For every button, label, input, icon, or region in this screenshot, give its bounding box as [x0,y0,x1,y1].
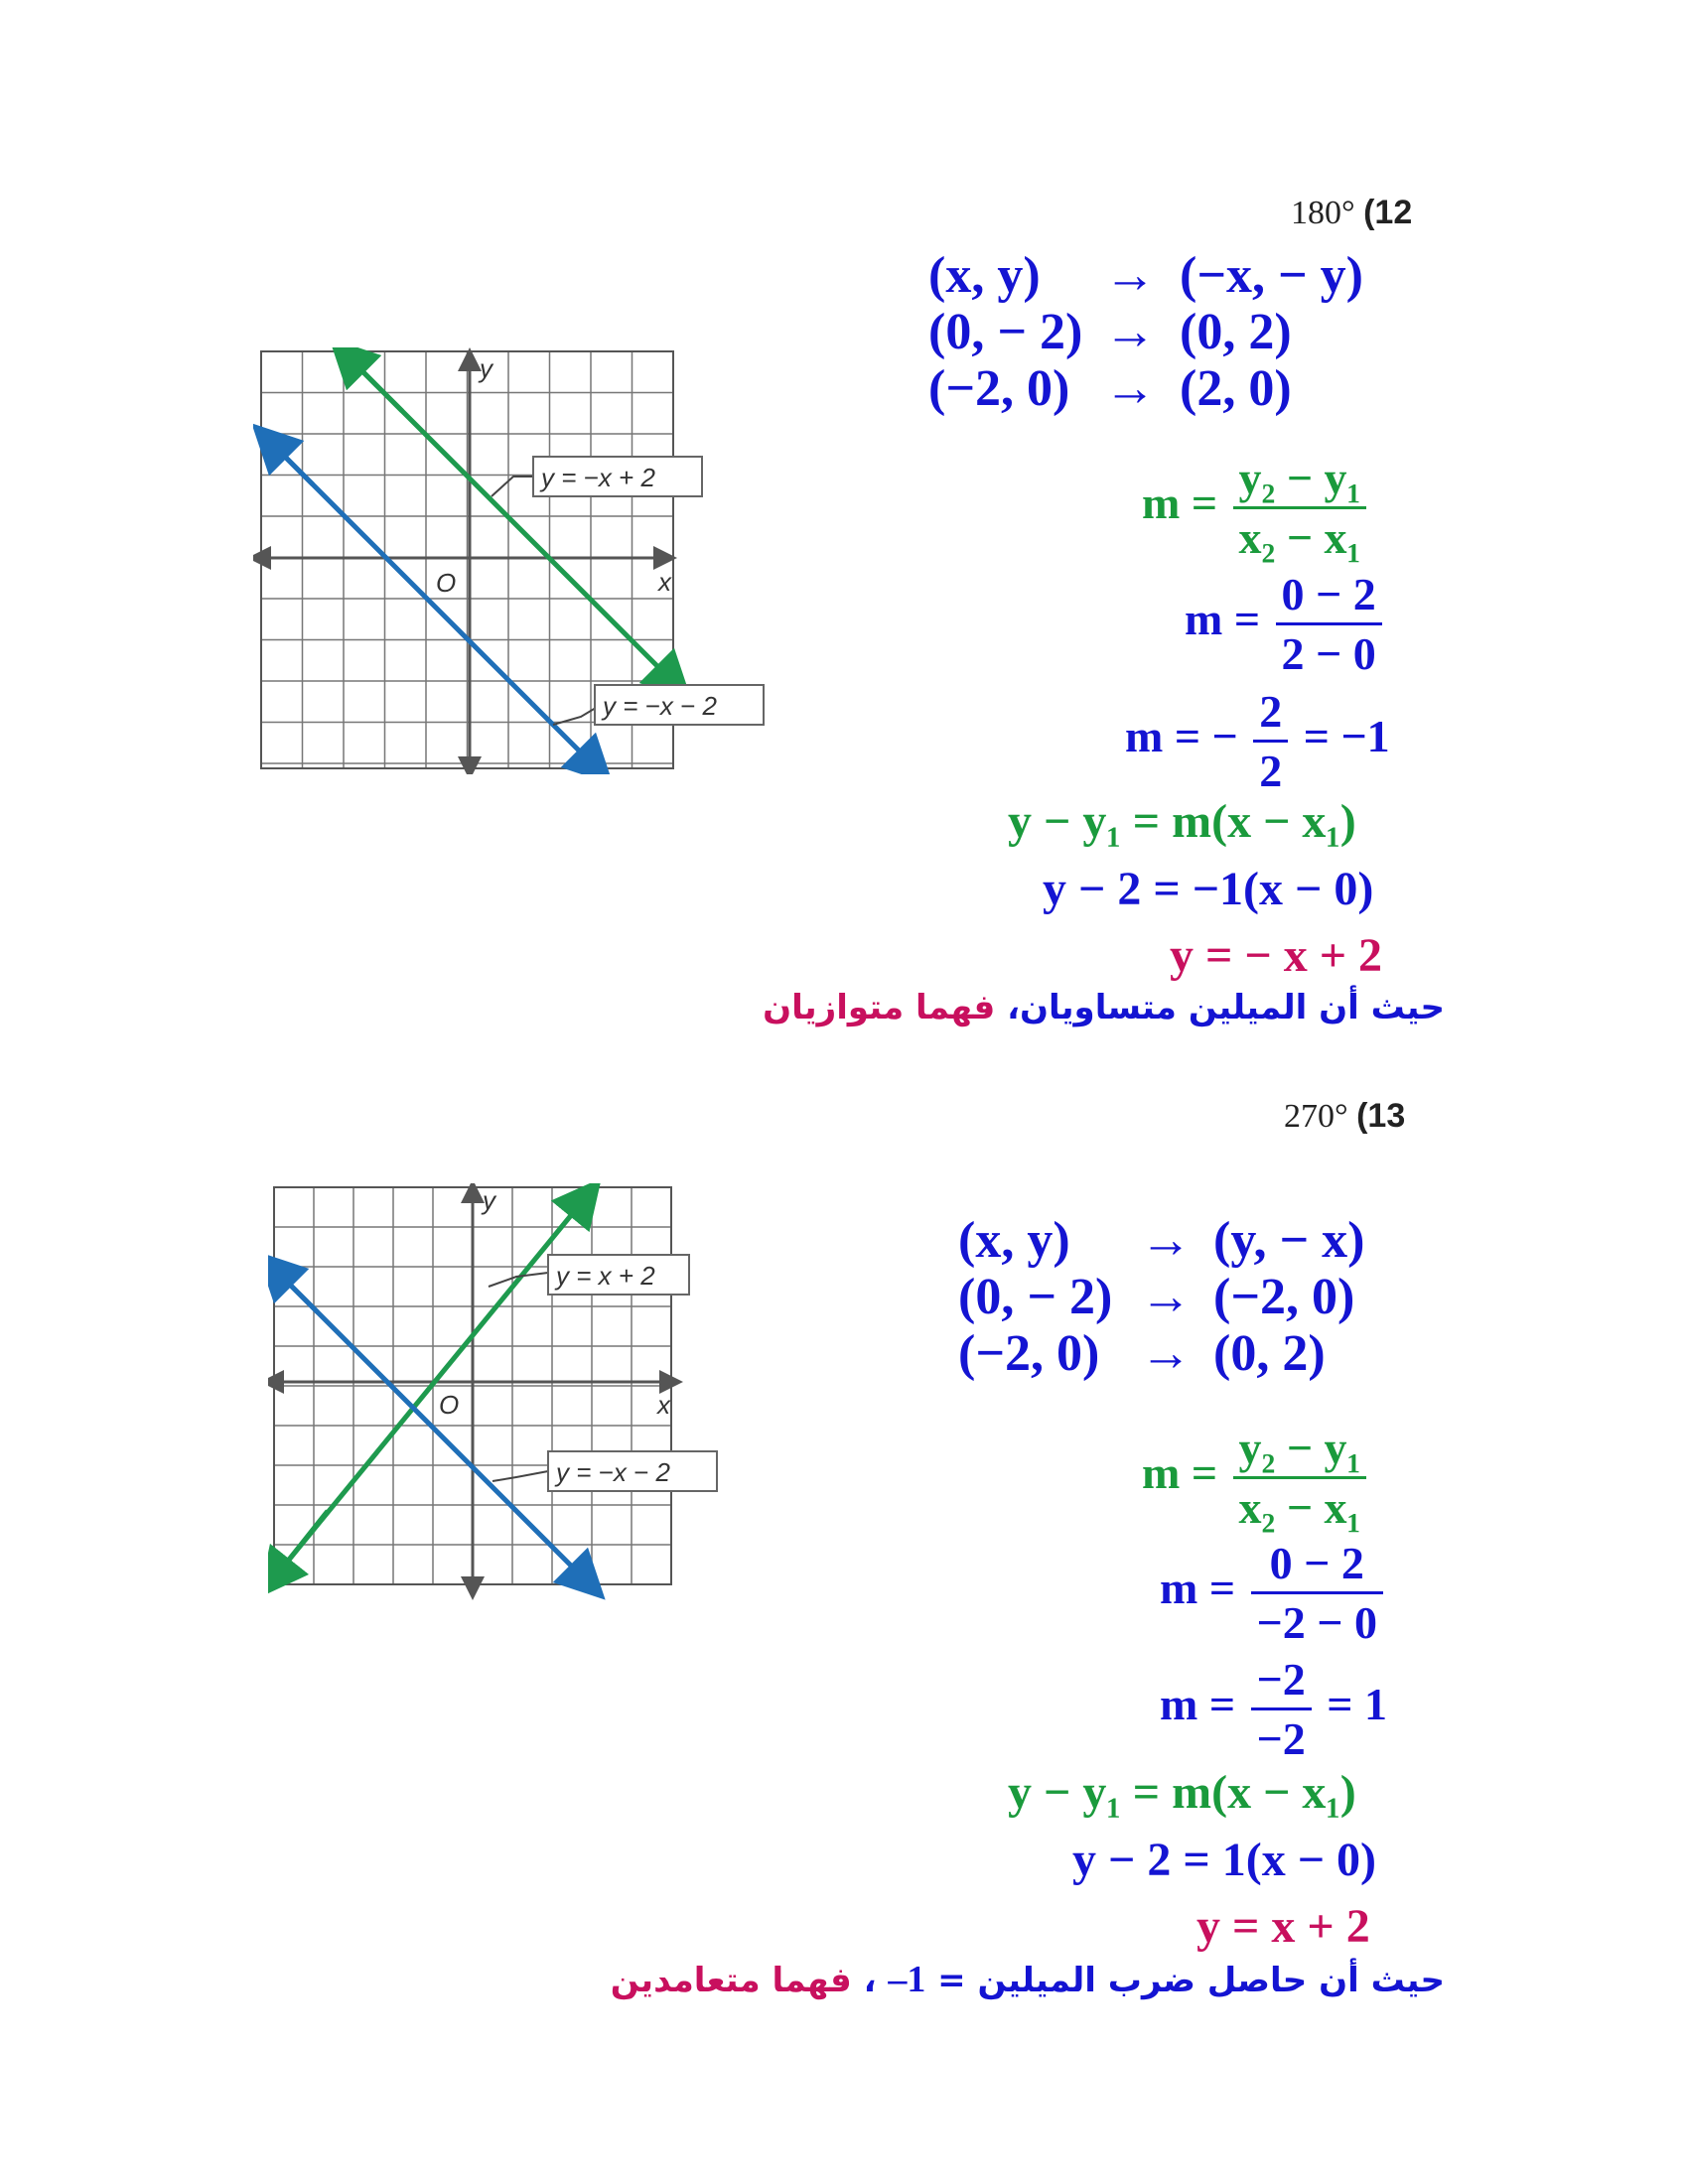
rule-from: (x, y) [958,1212,1070,1269]
conclusion-end: فهما متوازيان [763,988,996,1027]
x-axis-label: x [657,1390,670,1420]
m-label: m = [1160,1563,1236,1614]
point2-from: (−2, 0) [928,360,1070,417]
slope-formula [1142,452,1370,564]
angle-label: 270° [1284,1098,1348,1135]
slope-substitution [1160,1537,1387,1649]
rule-to: (−x, − y) [1180,247,1363,304]
rule-from: (x, y) [928,247,1041,304]
sub-denominator: −2 − 0 [1256,1597,1377,1648]
formula-denominator: x₂ − x₁ [1238,512,1361,563]
origin-label: O [439,1390,460,1420]
rule-to: (y, − x) [1213,1212,1365,1269]
point2-to: (2, 0) [1180,360,1292,417]
point1-from: (0, − 2) [958,1269,1113,1325]
m-label: m = [1185,594,1261,645]
problem-number: (12 [1363,194,1413,231]
y-axis-label: y [483,1185,495,1215]
line2-label: y = −x − 2 [556,1457,670,1487]
rotation-rule-row [928,246,1041,305]
point-slope-formula: y − y₁ = m(x − x₁) [1008,1766,1356,1819]
slope-formula [1142,1422,1370,1534]
angle-label: 180° [1291,195,1355,231]
point2-arrow: → [1140,1325,1192,1382]
formula-numerator: y₂ − y₁ [1233,1422,1367,1479]
rotation-arrow: → [1140,1212,1192,1269]
simp-denominator: 2 [1259,746,1283,796]
y-axis-label: y [480,353,492,383]
sub-numerator: 0 − 2 [1276,568,1382,625]
point-slope-substitution: y − 2 = −1(x − 0) [1043,863,1374,915]
simp-post: = 1 [1327,1679,1387,1730]
line1-label: y = x + 2 [556,1261,655,1291]
simp-post: = −1 [1303,711,1390,762]
conclusion-text [763,988,1445,1027]
point1-to: (0, 2) [1180,304,1292,360]
slope-simplified [1125,685,1390,797]
x-axis-label: x [658,567,671,597]
point1-arrow: → [1140,1269,1192,1325]
m-label: m = [1142,478,1218,529]
slope-substitution [1185,568,1386,680]
problem-number: (13 [1356,1097,1406,1135]
point1-arrow: → [1104,304,1156,360]
simp-pre: m = − [1125,711,1238,762]
rotation-arrow: → [1104,247,1156,304]
point-slope-substitution: y − 2 = 1(x − 0) [1072,1834,1377,1886]
point2-from: (−2, 0) [958,1325,1100,1382]
point1-to: (−2, 0) [1213,1269,1355,1325]
graph-problem-13 [268,1183,735,1600]
point1-from: (0, − 2) [928,304,1083,360]
slope-simplified [1160,1653,1387,1765]
origin-label: O [436,568,457,598]
conclusion-text [611,1958,1445,2001]
simp-numerator: 2 [1253,685,1288,743]
sub-denominator: 2 − 0 [1281,628,1376,679]
m-label: m = [1142,1447,1218,1499]
formula-numerator: y₂ − y₁ [1233,452,1367,509]
point-slope-formula: y − y₁ = m(x − x₁) [1008,795,1356,848]
simp-numerator: −2 [1251,1653,1312,1710]
simp-denominator: −2 [1256,1713,1306,1764]
result-equation: y = − x + 2 [1170,929,1383,982]
problem-13-header [1284,1097,1405,1136]
conclusion-end: فهما متعامدين [610,1961,852,2000]
line1-label: y = −x + 2 [541,463,655,492]
conclusion-number: 1– [888,1959,926,2000]
conclusion-main: حيث أن الميلين متساويان، [995,988,1445,1027]
simp-pre: m = [1160,1679,1236,1730]
formula-denominator: x₂ − x₁ [1238,1482,1361,1533]
point2-arrow: → [1104,360,1156,417]
result-equation: y = x + 2 [1196,1900,1370,1953]
conclusion-sep: ، [851,1961,889,2000]
sub-numerator: 0 − 2 [1251,1537,1383,1594]
problem-12-header [1291,194,1412,232]
conclusion-main: حيث أن حاصل ضرب الميلين = [925,1961,1445,2000]
graph-problem-12 [253,347,770,774]
point2-to: (0, 2) [1213,1325,1326,1382]
line2-label: y = −x − 2 [603,691,717,721]
